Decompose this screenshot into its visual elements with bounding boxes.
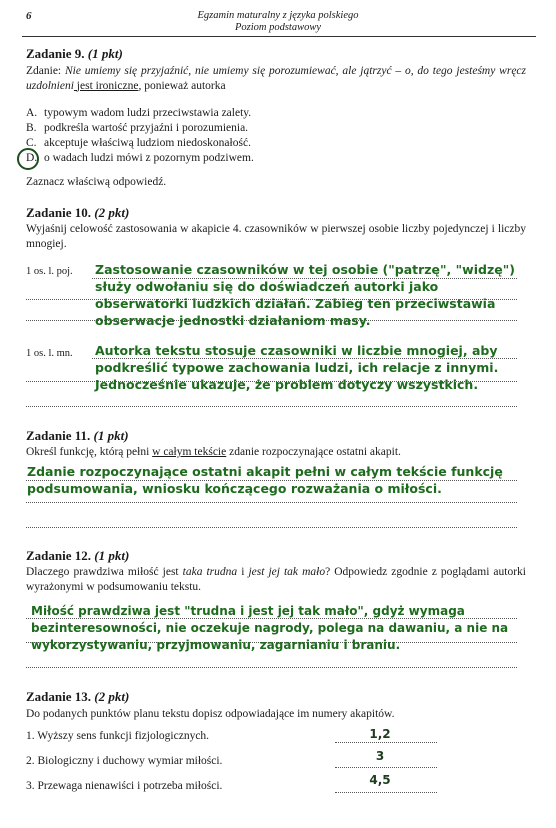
answer-line — [335, 792, 437, 793]
task12-prompt-b: i — [237, 566, 249, 578]
task12-answer[interactable]: Miłość prawdziwa jest "trudna i jest jej tak mało", gdyż wymaga bezinteresowności, nie oczekuje nagrody, polega na dawaniu, a nie na wykorzystywaniu, przyjmowaniu, zagarnianiu i braniu. — [31, 604, 509, 652]
task11-title — [26, 428, 129, 444]
task11-points: (1 pkt) — [93, 428, 129, 443]
option-letter: A. — [26, 107, 38, 119]
task12-prompt — [26, 565, 526, 594]
option-text: podkreśla wartość przyjaźni i porozumienia. — [44, 122, 249, 134]
task10-title — [26, 205, 129, 221]
answer-line — [26, 667, 517, 668]
plan-item-2: 2. Biologiczny i duchowy wymiar miłości. — [26, 755, 223, 767]
answer-line — [26, 527, 517, 528]
plan-answer-2[interactable]: 3 — [375, 749, 385, 763]
plan-item-1: 1. Wyższy sens funkcji fizjologicznych. — [26, 730, 210, 742]
task13-points: (2 pkt) — [94, 689, 130, 704]
task11-prompt — [26, 445, 526, 460]
task9-instruction: Zaznacz właściwą odpowiedź. — [26, 176, 167, 188]
task12-prompt-a: Dlaczego prawdziwa miłość jest — [26, 566, 183, 578]
task13-label: Zadanie 13. — [26, 689, 92, 704]
task9-points: (1 pkt) — [87, 46, 123, 61]
selected-answer-circle — [17, 148, 39, 170]
answer-line — [335, 742, 437, 743]
plan-item-3: 3. Przewaga nienawiści i potrzeba miłości. — [26, 780, 223, 792]
task9-option-a[interactable] — [26, 106, 251, 120]
task9-option-d[interactable] — [26, 151, 254, 165]
task9-label: Zadanie 9. — [26, 46, 85, 61]
header-rule — [22, 36, 536, 37]
answer-line — [26, 406, 517, 407]
task11-label: Zadanie 11. — [26, 428, 91, 443]
task10-label-singular: 1 os. l. poj. — [26, 266, 73, 277]
task9-option-c[interactable] — [26, 136, 251, 150]
task12-prompt-italic2: jest jej tak mało — [248, 566, 326, 578]
task10-answer-plural[interactable]: Autorka tekstu stosuje czasowniki w liczbie mnogiej, aby podkreślić typowe zachowania ludzi, ich relacje z innymi. Jednocześnie ukazuje, że problem dotyczy wszystkich. — [95, 343, 499, 392]
page-number: 6 — [26, 10, 32, 22]
option-text: typowym wadom ludzi przeciwstawia zalety. — [44, 107, 252, 119]
task12-prompt-c: ? Odpowiedz zgodnie z poglądami autorki wyrażonymi w podsumowaniu tekstu. — [26, 566, 527, 593]
answer-line — [335, 767, 437, 768]
task10-points: (2 pkt) — [94, 205, 130, 220]
task13-title — [26, 689, 129, 705]
option-text: akceptuje właściwą ludziom niedoskonałość. — [44, 137, 251, 149]
task10-prompt: Wyjaśnij celowość zastosowania w akapicie 4. czasowników w pierwszej osobie liczby pojedynczej i liczby mnogiej. — [26, 223, 526, 250]
plan-answer-3[interactable]: 4,5 — [369, 773, 391, 787]
task9-option-b[interactable] — [26, 121, 248, 135]
header-level: Poziom podstawowy — [234, 22, 322, 33]
option-letter: B. — [26, 122, 37, 134]
task12-label: Zadanie 12. — [26, 548, 92, 563]
task11-prompt-b: zdanie rozpoczynające ostatni akapit. — [226, 446, 401, 458]
task9-sentence-label: Zdanie: — [26, 65, 62, 77]
task11-answer[interactable]: Zdanie rozpoczynające ostatni akapit pełni w całym tekście funkcję podsumowania, wniosku kończącego rozważania o miłości. — [27, 464, 503, 496]
task9-sentence-quote: Nie umiemy się przyjaźnić, nie umiemy się porozumiewać, ale jątrzyć – o, do tego jesteśmy wręcz uzdolnieni — [26, 65, 527, 92]
header-exam-title: Egzamin maturalny z języka polskiego — [197, 10, 359, 21]
task9-sentence-mid: jest ironiczne — [73, 79, 139, 92]
task10-label: Zadanie 10. — [26, 205, 92, 220]
task9-sentence-end: , ponieważ autorka — [138, 79, 226, 92]
task12-title — [26, 548, 129, 564]
task10-label-plural: 1 os. l. mn. — [26, 348, 73, 359]
option-letter: C. — [26, 137, 37, 149]
task12-prompt-italic1: taka trudna — [182, 566, 238, 578]
task11-prompt-underlined: w całym tekście — [152, 446, 227, 458]
option-text: o wadach ludzi mówi z pozornym podziwem. — [44, 152, 254, 164]
task13-prompt: Do podanych punktów planu tekstu dopisz odpowiadające im numery akapitów. — [26, 708, 395, 720]
task12-points: (1 pkt) — [94, 548, 130, 563]
plan-answer-1[interactable]: 1,2 — [369, 727, 391, 741]
task9-prompt — [26, 64, 526, 93]
option-letter: D. — [26, 152, 38, 164]
task11-prompt-a: Określ funkcję, którą pełni — [26, 446, 153, 458]
task10-answer-singular[interactable]: Zastosowanie czasowników w tej osobie ("patrzę", "widzę") służy odwołaniu się do doświadczeń autorki jako obserwatorki ludzkich działań. Zabieg ten przeciwstawia obserwacje jednostki działaniom masy. — [95, 262, 515, 328]
task9-title — [26, 46, 123, 62]
answer-line — [26, 502, 517, 503]
